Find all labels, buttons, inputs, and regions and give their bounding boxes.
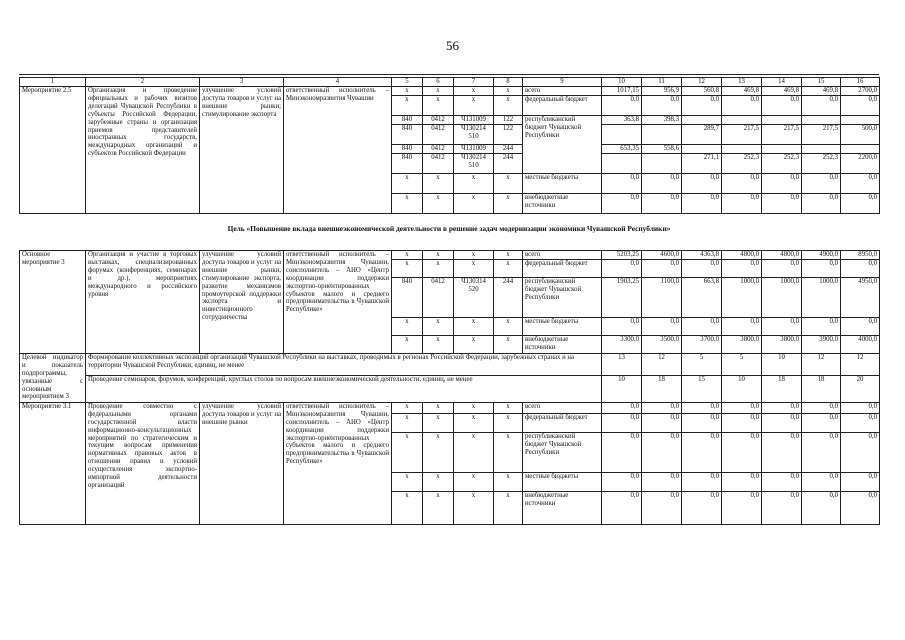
value-cell: 5203,25 (602, 251, 642, 260)
value-cell: 4800,0 (762, 251, 802, 260)
value-cell: 0,0 (841, 317, 880, 335)
measure-description: Организация и проведение официальных и рабочих визитов делегаций Чувашской Республики в субъекты Российской Федерации, зарубежные страны и организация приемов представителей иностранных государств, международных организаций и субъектов Российской Федерации (86, 87, 200, 214)
goal-heading: Цель «Повышение вклада внешнеэкономической деятельности в решение задач модернизации экономики Чувашской Республики» (227, 224, 671, 233)
code-cell: 244 (494, 153, 523, 173)
value-cell: 4363,8 (682, 251, 722, 260)
code-cell: 0412 (423, 144, 454, 153)
value-cell: 0,0 (762, 193, 802, 213)
code-cell: x (454, 193, 494, 213)
code-cell: x (423, 87, 454, 96)
code-cell: x (494, 491, 523, 524)
code-cell: x (454, 95, 494, 115)
col-number: 6 (423, 78, 454, 87)
value-cell (722, 144, 762, 153)
value-cell: 0,0 (682, 95, 722, 115)
funding-source: республиканский бюджет Чувашской Республики (523, 432, 602, 472)
code-cell: x (392, 95, 423, 115)
code-cell: x (423, 95, 454, 115)
value-cell: 3900,0 (802, 335, 841, 353)
value-cell: 217,5 (762, 124, 802, 144)
program-table-part-1 (19, 77, 880, 214)
col-number: 13 (722, 78, 762, 87)
code-cell: x (392, 193, 423, 213)
value-cell: 252,3 (762, 153, 802, 173)
value-cell: 5 (682, 353, 722, 375)
code-cell: x (423, 413, 454, 432)
col-number: 15 (802, 78, 841, 87)
value-cell: 0,0 (682, 491, 722, 524)
value-cell: 0,0 (722, 402, 762, 413)
value-cell: 0,0 (722, 173, 762, 193)
value-cell: 0,0 (762, 491, 802, 524)
value-cell: 1100,0 (642, 277, 682, 317)
code-cell: x (454, 173, 494, 193)
code-cell: Ч131009 (454, 144, 494, 153)
value-cell (841, 115, 880, 124)
value-cell: 18 (642, 375, 682, 402)
value-cell: 0,0 (841, 95, 880, 115)
funding-source: федеральный бюджет (523, 259, 602, 277)
value-cell: 0,0 (642, 472, 682, 491)
value-cell: 500,0 (841, 124, 880, 144)
funding-source: всего (523, 402, 602, 413)
value-cell: 469,8 (722, 87, 762, 96)
value-cell: 0,0 (802, 173, 841, 193)
value-cell: 0,0 (762, 95, 802, 115)
code-cell: x (392, 251, 423, 260)
value-cell: 10 (602, 375, 642, 402)
funding-source: федеральный бюджет (523, 413, 602, 432)
code-cell: x (494, 95, 523, 115)
value-cell: 0,0 (642, 402, 682, 413)
code-cell: x (392, 472, 423, 491)
value-cell: 0,0 (682, 472, 722, 491)
code-cell: x (423, 193, 454, 213)
value-cell: 0,0 (762, 402, 802, 413)
value-cell: 4600,0 (642, 251, 682, 260)
value-cell: 0,0 (722, 317, 762, 335)
value-cell: 0,0 (841, 432, 880, 472)
value-cell: 1017,15 (602, 87, 642, 96)
measure-expected-result: улучшение условий доступа товаров и услуг на внешние рынки, стимулирование экспорта, развитие механизмов промоутерской поддержки экспорта и инвестиционного сотрудничества (200, 251, 284, 354)
code-cell: x (454, 491, 494, 524)
value-cell: 469,8 (762, 87, 802, 96)
value-cell: 252,3 (722, 153, 762, 173)
value-cell: 0,0 (802, 432, 841, 472)
value-cell: 4950,0 (841, 277, 880, 317)
value-cell: 0,0 (802, 402, 841, 413)
col-number: 14 (762, 78, 802, 87)
value-cell: 663,8 (682, 277, 722, 317)
value-cell (602, 153, 642, 173)
value-cell: 0,0 (841, 491, 880, 524)
col-number: 16 (841, 78, 880, 87)
value-cell: 0,0 (682, 173, 722, 193)
code-cell: x (494, 335, 523, 353)
value-cell: 0,0 (682, 259, 722, 277)
value-cell: 0,0 (802, 259, 841, 277)
col-number: 1 (20, 78, 86, 87)
value-cell: 0,0 (602, 173, 642, 193)
value-cell (722, 115, 762, 124)
code-cell: 122 (494, 124, 523, 144)
code-cell: x (423, 491, 454, 524)
value-cell: 0,0 (602, 472, 642, 491)
value-cell: 0,0 (642, 317, 682, 335)
value-cell: 0,0 (602, 402, 642, 413)
col-number: 11 (642, 78, 682, 87)
table-row (20, 87, 880, 96)
value-cell: 18 (762, 375, 802, 402)
value-cell: 15 (682, 375, 722, 402)
code-cell: x (392, 173, 423, 193)
code-cell: x (392, 87, 423, 96)
code-cell: 244 (494, 277, 523, 317)
code-cell: x (454, 259, 494, 277)
code-cell: x (423, 317, 454, 335)
value-cell: 0,0 (602, 259, 642, 277)
value-cell: 10 (762, 353, 802, 375)
code-cell: x (423, 259, 454, 277)
value-cell: 0,0 (722, 472, 762, 491)
code-cell: x (423, 251, 454, 260)
value-cell: 0,0 (642, 193, 682, 213)
table-row (20, 251, 880, 260)
value-cell: 0,0 (722, 491, 762, 524)
code-cell: x (494, 413, 523, 432)
code-cell: Ч130314 520 (454, 277, 494, 317)
value-cell: 0,0 (682, 432, 722, 472)
value-cell: 0,0 (802, 193, 841, 213)
value-cell: 2200,0 (841, 153, 880, 173)
value-cell (802, 144, 841, 153)
funding-source: внебюджетные источники (523, 335, 602, 353)
code-cell: x (494, 402, 523, 413)
value-cell: 3700,0 (682, 335, 722, 353)
funding-source: внебюджетные источники (523, 193, 602, 213)
value-cell: 0,0 (642, 432, 682, 472)
value-cell: 0,0 (841, 173, 880, 193)
measure-name: Мероприятие 3.1 (20, 402, 86, 524)
code-cell: x (454, 317, 494, 335)
code-cell: 122 (494, 115, 523, 124)
value-cell: 0,0 (642, 413, 682, 432)
value-cell: 558,6 (642, 144, 682, 153)
code-cell: 0412 (423, 153, 454, 173)
value-cell: 0,0 (802, 413, 841, 432)
value-cell (682, 115, 722, 124)
col-number: 12 (682, 78, 722, 87)
code-cell: x (392, 259, 423, 277)
value-cell: 12 (642, 353, 682, 375)
value-cell: 0,0 (802, 95, 841, 115)
value-cell: 0,0 (762, 317, 802, 335)
value-cell: 0,0 (642, 259, 682, 277)
measure-expected-result: улучшение условий доступа товаров и услуг на внешние рынки (200, 402, 284, 524)
col-number: 8 (494, 78, 523, 87)
value-cell: 2700,0 (841, 87, 880, 96)
funding-source: местные бюджеты (523, 317, 602, 335)
code-cell: x (454, 335, 494, 353)
value-cell: 1000,0 (722, 277, 762, 317)
value-cell: 0,0 (841, 259, 880, 277)
table-row (20, 353, 880, 375)
value-cell: 653,35 (602, 144, 642, 153)
funding-source: местные бюджеты (523, 472, 602, 491)
value-cell (642, 153, 682, 173)
value-cell: 3800,0 (762, 335, 802, 353)
col-number: 5 (392, 78, 423, 87)
value-cell: 252,3 (802, 153, 841, 173)
value-cell: 0,0 (841, 472, 880, 491)
code-cell: x (494, 193, 523, 213)
value-cell: 0,0 (642, 491, 682, 524)
value-cell: 0,0 (642, 95, 682, 115)
col-number: 7 (454, 78, 494, 87)
value-cell: 217,5 (722, 124, 762, 144)
value-cell: 3800,0 (722, 335, 762, 353)
funding-source: республиканский бюджет Чувашской Республики (523, 115, 602, 173)
code-cell: Ч130214 510 (454, 124, 494, 144)
value-cell: 1903,25 (602, 277, 642, 317)
value-cell: 0,0 (722, 95, 762, 115)
value-cell: 271,1 (682, 153, 722, 173)
col-number: 9 (523, 78, 602, 87)
value-cell: 0,0 (762, 413, 802, 432)
value-cell (802, 115, 841, 124)
value-cell: 0,0 (802, 491, 841, 524)
code-cell: x (494, 87, 523, 96)
code-cell: x (454, 413, 494, 432)
measure-executor: ответственный исполнитель – Минэкономразвития Чувашии (284, 87, 392, 214)
code-cell: 840 (392, 115, 423, 124)
value-cell: 0,0 (762, 472, 802, 491)
value-cell: 956,9 (642, 87, 682, 96)
code-cell: x (454, 402, 494, 413)
value-cell: 0,0 (602, 317, 642, 335)
value-cell: 469,8 (802, 87, 841, 96)
value-cell: 398,3 (642, 115, 682, 124)
funding-source: внебюджетные источники (523, 491, 602, 524)
value-cell: 13 (602, 353, 642, 375)
value-cell: 0,0 (642, 173, 682, 193)
indicator-label: Целевой индикатор и показатель подпрограммы, увязанные с основным мероприятием 3 (20, 353, 86, 402)
value-cell: 0,0 (762, 259, 802, 277)
measure-expected-result: улучшение условий доступа товаров и услуг на внешние рынки; стимулирование экспорта (200, 87, 284, 214)
code-cell: x (454, 251, 494, 260)
indicator-text: Проведение семинаров, форумов, конференций, круглых столов по вопросам внешнеэкономической деятельности, единиц, не менее (86, 375, 602, 402)
code-cell: 244 (494, 144, 523, 153)
code-cell: x (423, 335, 454, 353)
value-cell: 0,0 (722, 413, 762, 432)
value-cell: 10 (722, 375, 762, 402)
funding-source: федеральный бюджет (523, 95, 602, 115)
value-cell: 0,0 (762, 173, 802, 193)
value-cell: 0,0 (802, 317, 841, 335)
value-cell: 1000,0 (802, 277, 841, 317)
value-cell: 1000,0 (762, 277, 802, 317)
value-cell: 3500,0 (642, 335, 682, 353)
value-cell: 3300,0 (602, 335, 642, 353)
value-cell: 0,0 (841, 193, 880, 213)
measure-name: Мероприятие 2.5 (20, 87, 86, 214)
code-cell: x (494, 472, 523, 491)
code-cell: 0412 (423, 124, 454, 144)
value-cell: 4000,0 (841, 335, 880, 353)
value-cell (762, 144, 802, 153)
value-cell: 4800,0 (722, 251, 762, 260)
value-cell: 560,8 (682, 87, 722, 96)
value-cell: 0,0 (762, 432, 802, 472)
code-cell: x (392, 491, 423, 524)
value-cell: 0,0 (602, 413, 642, 432)
value-cell (841, 144, 880, 153)
value-cell: 20 (841, 375, 880, 402)
code-cell: Ч131009 (454, 115, 494, 124)
value-cell: 0,0 (841, 402, 880, 413)
code-cell: x (454, 87, 494, 96)
value-cell: 4900,0 (802, 251, 841, 260)
code-cell: x (392, 432, 423, 472)
code-cell: 840 (392, 277, 423, 317)
value-cell (762, 115, 802, 124)
table-row (20, 402, 880, 413)
measure-executor: ответственный исполнитель – Минэкономразвития Чувашии, соисполнитель – АНО «Центр координации поддержки экспортно-ориентированных субъектов малого и среднего предпринимательства в Чувашской Республике» (284, 402, 392, 524)
code-cell: x (494, 173, 523, 193)
col-number: 3 (200, 78, 284, 87)
value-cell (602, 124, 642, 144)
code-cell: x (454, 472, 494, 491)
code-cell: x (423, 472, 454, 491)
value-cell: 8950,0 (841, 251, 880, 260)
value-cell: 363,8 (602, 115, 642, 124)
code-cell: x (454, 432, 494, 472)
value-cell: 0,0 (682, 402, 722, 413)
value-cell: 0,0 (802, 472, 841, 491)
value-cell: 12 (802, 353, 841, 375)
measure-name: Основное мероприятие 3 (20, 251, 86, 354)
code-cell: x (494, 251, 523, 260)
program-table-part-2 (19, 250, 880, 525)
code-cell: Ч130214 510 (454, 153, 494, 173)
col-number: 10 (602, 78, 642, 87)
top-rule (19, 74, 879, 75)
column-number-row (20, 78, 880, 87)
value-cell: 0,0 (602, 432, 642, 472)
col-number: 2 (86, 78, 200, 87)
code-cell: 840 (392, 153, 423, 173)
value-cell (642, 124, 682, 144)
value-cell: 289,7 (682, 124, 722, 144)
value-cell: 0,0 (841, 413, 880, 432)
value-cell: 0,0 (602, 193, 642, 213)
code-cell: x (423, 173, 454, 193)
col-number: 4 (284, 78, 392, 87)
code-cell: 840 (392, 124, 423, 144)
code-cell: x (494, 317, 523, 335)
value-cell (682, 144, 722, 153)
funding-source: республиканский бюджет Чувашской Республики (523, 277, 602, 317)
code-cell: x (392, 317, 423, 335)
code-cell: 0412 (423, 115, 454, 124)
table-row (20, 375, 880, 402)
value-cell: 0,0 (722, 432, 762, 472)
value-cell: 0,0 (682, 317, 722, 335)
funding-source: всего (523, 87, 602, 96)
code-cell: x (494, 432, 523, 472)
value-cell: 12 (841, 353, 880, 375)
funding-source: местные бюджеты (523, 173, 602, 193)
code-cell: x (423, 432, 454, 472)
value-cell: 0,0 (682, 413, 722, 432)
code-cell: x (392, 335, 423, 353)
code-cell: x (392, 402, 423, 413)
value-cell: 0,0 (682, 193, 722, 213)
measure-description: Организация и участие в торговых выставках, специализированных форумах (конференциях, семинарах и др.), мероприятиях международного и российского уровня (86, 251, 200, 354)
value-cell: 0,0 (722, 193, 762, 213)
code-cell: x (392, 413, 423, 432)
value-cell: 18 (802, 375, 841, 402)
code-cell: 840 (392, 144, 423, 153)
funding-source: всего (523, 251, 602, 260)
measure-executor: ответственный исполнитель – Минэкономразвития Чувашии, соисполнитель – АНО «Центр координации поддержки экспортно-ориентированных субъектов малого и среднего предпринимательства в Чувашской Республике» (284, 251, 392, 354)
value-cell: 0,0 (602, 95, 642, 115)
value-cell: 5 (722, 353, 762, 375)
indicator-text: Формирование коллективных экспозиций организаций Чувашской Республики на выставках, проводимых в регионах Российской Федерации, зарубежных странах и на территории Чувашской Республики, единиц, не менее (86, 353, 602, 375)
value-cell: 217,5 (802, 124, 841, 144)
value-cell: 0,0 (602, 491, 642, 524)
code-cell: x (494, 259, 523, 277)
measure-description: Проведение совместно с федеральными органами государственной власти информационно-консультационных мероприятий по стратегическим и текущим вопросам применения нормативных правовых актов в отношении правил и условий осуществления экспортно-импортной деятельности организаций (86, 402, 200, 524)
value-cell: 0,0 (722, 259, 762, 277)
code-cell: 0412 (423, 277, 454, 317)
code-cell: x (423, 402, 454, 413)
page-number: 56 (446, 38, 459, 53)
